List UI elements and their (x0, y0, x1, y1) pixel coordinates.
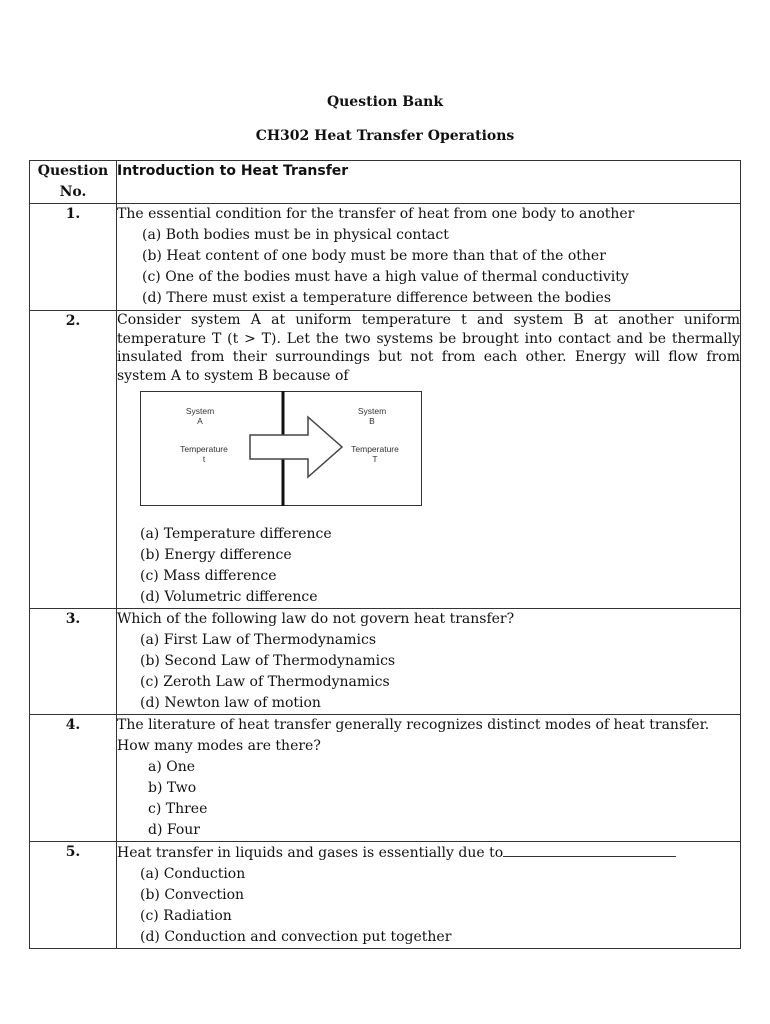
option: b) Two (148, 780, 197, 796)
document-title: Question Bank (326, 94, 444, 110)
section-title: Introduction to Heat Transfer (117, 161, 741, 204)
option: (a) First Law of Thermodynamics (140, 632, 377, 648)
option: (a) Temperature difference (140, 526, 332, 542)
question-number: 5. (30, 842, 117, 949)
question-number: 2. (30, 311, 117, 609)
option: (b) Energy difference (140, 547, 292, 563)
option: (d) There must exist a temperature difference between the bodies (142, 290, 612, 306)
question-text: Consider system A at uniform temperature t and system B at another uniform temperature T (t > T). Let the two systems be brought into contact and be thermally insulated from their surroundings but not from each other. Energy will flow from system A to system B because of (117, 312, 740, 384)
question-cell (117, 842, 741, 949)
system-b-label: System (357, 406, 387, 416)
system-diagram-svg (140, 391, 422, 507)
question-text: The essential condition for the transfer of heat from one body to another (117, 206, 635, 222)
question-no-header-line1: Question (37, 163, 109, 179)
option: (c) Zeroth Law of Thermodynamics (140, 674, 390, 690)
option: (d) Conduction and convection put together (140, 929, 452, 945)
temperature-a-symbol: t (202, 454, 206, 464)
option: a) One (148, 759, 196, 775)
temperature-a-label: Temperature (180, 444, 228, 454)
question-text: The literature of heat transfer generally recognizes distinct modes of heat transfer. How many modes are there? (117, 717, 710, 754)
option: (d) Newton law of motion (140, 695, 321, 711)
options-list (117, 524, 740, 608)
question-row-2 (30, 311, 741, 609)
question-row-4 (30, 715, 741, 842)
question-cell (117, 311, 741, 609)
option: (c) One of the bodies must have a high value of thermal conductivity (142, 269, 629, 285)
option: c) Three (148, 801, 208, 817)
system-diagram (140, 391, 740, 514)
option: (c) Mass difference (140, 568, 277, 584)
option: (c) Radiation (140, 908, 232, 924)
question-cell (117, 609, 741, 715)
question-number: 4. (30, 715, 117, 842)
temperature-b-label: Temperature (351, 444, 399, 454)
system-b-id: B (369, 416, 375, 426)
option: (d) Volumetric difference (140, 589, 318, 605)
question-text-wrap (117, 842, 740, 864)
options-list (117, 630, 740, 714)
question-text: Which of the following law do not govern heat transfer? (117, 611, 515, 627)
option: (a) Conduction (140, 866, 246, 882)
option: (b) Second Law of Thermodynamics (140, 653, 396, 669)
option: (b) Convection (140, 887, 245, 903)
system-a-id: A (197, 416, 203, 426)
question-row-1 (30, 204, 741, 311)
document-subtitle: CH302 Heat Transfer Operations (255, 128, 515, 144)
question-no-header (30, 161, 117, 204)
answer-blank (503, 842, 676, 857)
question-no-header-line2: No. (59, 184, 87, 200)
question-text: Heat transfer in liquids and gases is essentially due to (117, 845, 504, 861)
option: (a) Both bodies must be in physical contact (142, 227, 449, 243)
options-list (117, 757, 740, 841)
table-header-row (30, 161, 741, 204)
question-table (29, 160, 741, 949)
question-cell (117, 715, 741, 842)
options-list (117, 225, 740, 309)
question-row-3 (30, 609, 741, 715)
system-a-label: System (185, 406, 215, 416)
question-number: 3. (30, 609, 117, 715)
question-row-5 (30, 842, 741, 949)
question-cell (117, 204, 741, 311)
option: (b) Heat content of one body must be more than that of the other (142, 248, 606, 264)
options-list (117, 864, 740, 948)
option: d) Four (148, 822, 200, 838)
question-number: 1. (30, 204, 117, 311)
temperature-b-symbol: T (372, 454, 378, 464)
